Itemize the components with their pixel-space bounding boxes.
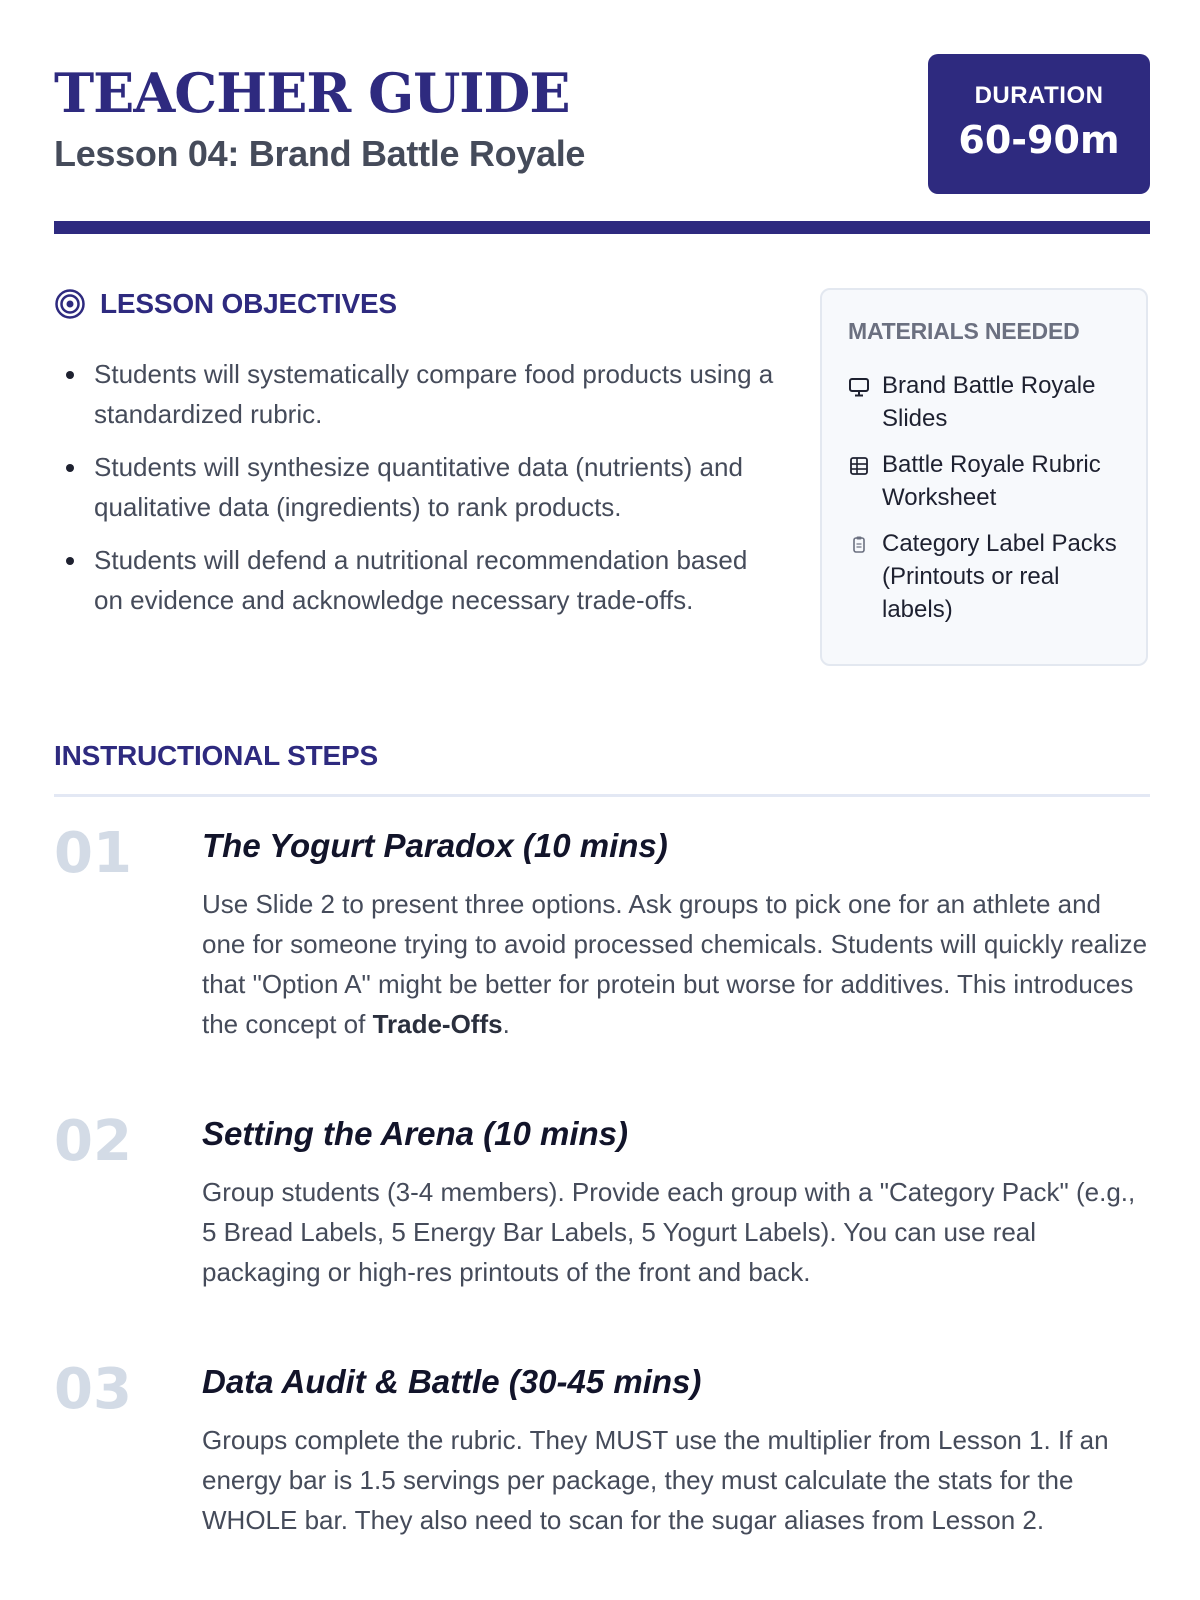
materials-heading: MATERIALS NEEDED bbox=[848, 318, 1080, 344]
materials-item bbox=[848, 369, 1120, 435]
lesson-subtitle: Lesson 04: Brand Battle Royale bbox=[54, 133, 586, 174]
duration-badge bbox=[928, 54, 1150, 194]
objective-item: Students will systematically compare food products using a standardized rubric. bbox=[54, 354, 774, 434]
step-title: Setting the Arena (10 mins) bbox=[202, 1115, 629, 1152]
step-body-end: . bbox=[502, 1009, 510, 1039]
materials-needed-card bbox=[820, 288, 1148, 666]
table-icon bbox=[848, 455, 870, 477]
steps-divider bbox=[54, 794, 1150, 797]
materials-item-label: Battle Royale Rubric Worksheet bbox=[882, 451, 1101, 511]
objectives-list bbox=[54, 354, 774, 620]
step-number: 01 bbox=[54, 821, 132, 886]
step-number: 02 bbox=[54, 1109, 132, 1174]
page-title: TEACHER GUIDE bbox=[54, 61, 570, 125]
objective-item: Students will defend a nutritional recommendation based on evidence and acknowledge necessary trade-offs. bbox=[54, 540, 774, 620]
step-body-emphasis: Trade-Offs bbox=[372, 1009, 503, 1039]
lesson-objectives-section bbox=[54, 288, 774, 633]
step-number: 03 bbox=[54, 1357, 132, 1422]
clipboard-icon bbox=[848, 534, 870, 556]
materials-item bbox=[848, 448, 1120, 514]
step-body: Groups complete the rubric. They MUST use the multiplier from Lesson 1. If an energy bar is 1.5 servings per package, they must calculate the stats for the WHOLE bar. They also need to scan for the sugar aliases from Lesson 2. bbox=[202, 1425, 1109, 1535]
instructional-steps-heading: INSTRUCTIONAL STEPS bbox=[54, 740, 378, 771]
objectives-heading bbox=[54, 288, 774, 320]
step-body: Group students (3-4 members). Provide each group with a "Category Pack" (e.g., 5 Bread Labels, 5 Energy Bar Labels, 5 Yogurt Labels). You can use real packaging or high-res printouts of the front and back. bbox=[202, 1177, 1136, 1287]
duration-value: 60-90m bbox=[958, 118, 1120, 162]
duration-label: DURATION bbox=[974, 82, 1104, 109]
step-body-text: Use Slide 2 to present three options. Ask groups to pick one for an athlete and one for someone trying to avoid processed chemicals. Students will quickly realize that "Option A" might be better for protein but worse for additives. This introduces the concept of bbox=[202, 889, 1148, 1039]
monitor-icon bbox=[848, 376, 870, 398]
materials-list bbox=[848, 369, 1120, 626]
materials-item bbox=[848, 527, 1120, 626]
step-title: The Yogurt Paradox (10 mins) bbox=[202, 827, 668, 864]
teacher-guide-page bbox=[54, 0, 1150, 1535]
target-icon bbox=[54, 288, 86, 320]
objective-item: Students will synthesize quantitative data (nutrients) and qualitative data (ingredients) to rank products. bbox=[54, 447, 774, 527]
step-body bbox=[202, 884, 1150, 1044]
materials-item-label: Category Label Packs (Printouts or real labels) bbox=[882, 530, 1117, 623]
header bbox=[54, 0, 1150, 236]
objectives-heading-label: LESSON OBJECTIVES bbox=[100, 288, 397, 319]
materials-item-label: Brand Battle Royale Slides bbox=[882, 372, 1096, 432]
step-title: Data Audit & Battle (30-45 mins) bbox=[202, 1363, 702, 1400]
header-divider bbox=[54, 221, 1150, 234]
